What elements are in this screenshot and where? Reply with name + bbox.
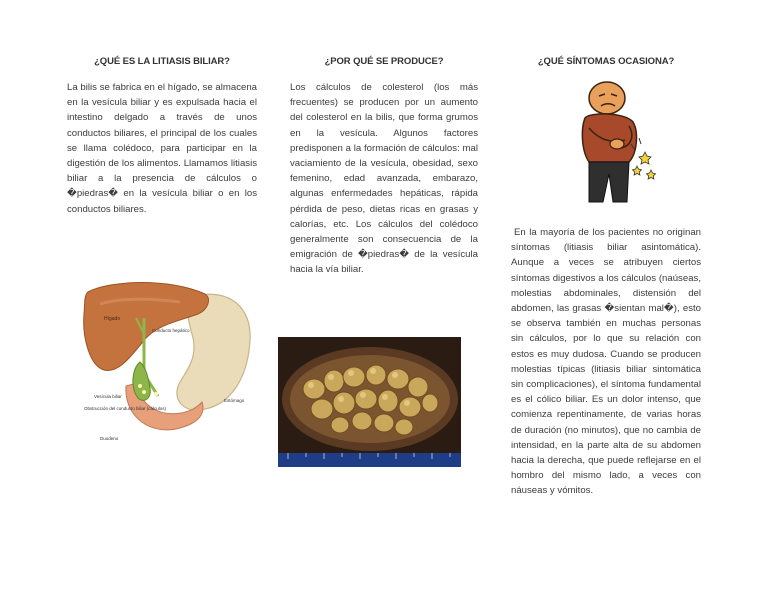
label-stomach: Estómago xyxy=(224,398,245,403)
pain-figure-svg xyxy=(555,78,665,206)
label-hepatic-duct: Conducto hepático xyxy=(152,328,190,333)
column-why xyxy=(290,56,478,278)
paragraph-symptoms: En la mayoría de los pacientes no originan síntomas (litiasis biliar asintomática). Aunque a veces se atribuyen ciertos síntomas digestivos a los cálculos (naúseas, molestias abdominales, distensión del abdomen, las grasas �sientan mal�), esto se observa también en muchas personas sin cálculos, por lo que su relación con estos es muy dudosa. Cuando se producen molestias típicas (litiasis biliar sintomática sin complicaciones), el síntoma fundamental es el cólico biliar. Es un dolor intenso, que comienza repentinamente, de varias horas de duración (no minutos), que no cambia de intensidad, en la parte alta de su abdomen hacia la derecha, que puede reflejarse en el hombro del mismo lado, a veces con náuseas y vómitos. xyxy=(511,227,701,497)
heading-symptoms: ¿QUÉ SÍNTOMAS OCASIONA? xyxy=(537,56,675,67)
gallstones-photo xyxy=(278,337,461,467)
label-obstruction: Obstrucción del conducto biliar (cálculos) xyxy=(84,406,167,411)
column-symptoms-heading xyxy=(511,56,701,67)
paragraph-what-is: La bilis se fabrica en el hígado, se almacena en la vesícula biliar y es expulsada hacia el intestino delgado a través de unos conductos biliares, el principal de los cuales se llama colédoco, para participar en la digestión de los alimentos. Llamamos litiasis biliar a la presencia de cálculos o �piedras� en la vesícula biliar o en los conductos biliares. xyxy=(67,82,257,215)
heading-why: ¿POR QUÉ SE PRODUCE? xyxy=(324,56,444,67)
paragraph-why: Los cálculos de colesterol (los más frecuentes) se producen por un aumento del colesterol en la bilis, que forma grumos en la vesícula. Algunos factores predisponen a la formación de cálculos: mal vaciamiento de la vesícula, obesidad, sexo femenino, edad avanzada, embarazo, algunas enfermedades hepáticas, rápida pérdida de peso, dietas ricas en grasas y calorías, etc. Los cálculos del colédoco generalmente son consecuencia de la emigración de �piedras� de la vesícula hacia la vía biliar. xyxy=(290,82,478,276)
anatomy-illustration xyxy=(80,278,256,443)
gallstones-svg xyxy=(278,337,461,467)
column-symptoms-text xyxy=(511,225,701,499)
anatomy-svg xyxy=(80,278,256,443)
label-duodenum: Duodeno xyxy=(100,436,119,441)
heading-what-is: ¿QUÉ ES LA LITIASIS BILIAR? xyxy=(94,56,230,67)
column-what-is xyxy=(67,56,257,217)
label-gallbladder: Vesícula biliar xyxy=(94,394,122,399)
label-liver: Hígado xyxy=(104,316,121,322)
abdominal-pain-illustration xyxy=(555,78,665,206)
